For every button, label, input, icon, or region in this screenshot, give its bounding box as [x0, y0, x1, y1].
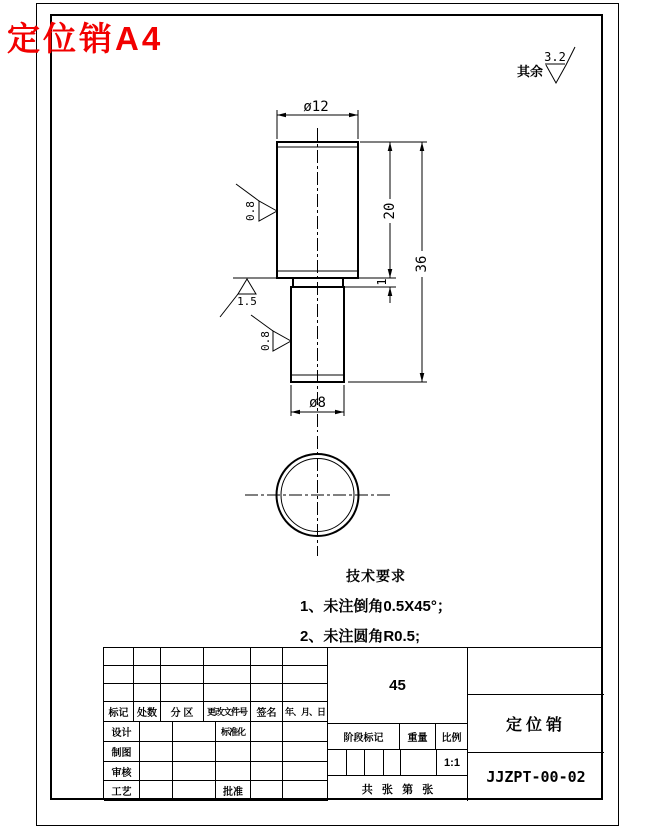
- ra-lower-value: 0.8: [259, 331, 272, 351]
- empty-cell: [328, 750, 347, 776]
- technical-requirements: [300, 566, 500, 646]
- empty-cell: [104, 648, 134, 666]
- company-cell: [468, 648, 604, 695]
- empty-cell: [134, 648, 161, 666]
- empty-cell: [365, 750, 384, 776]
- empty-cell: [161, 666, 204, 684]
- drawing-number: JJZPT-00-02: [486, 768, 586, 786]
- empty-cell: [283, 781, 328, 801]
- empty-cell: [173, 742, 216, 762]
- empty-cell: [251, 648, 283, 666]
- general-roughness-value: 3.2: [544, 50, 566, 64]
- empty-cell: [140, 722, 173, 742]
- header-change-doc: 更改文件号: [204, 702, 251, 722]
- empty-cell: [204, 684, 251, 702]
- empty-cell: [251, 742, 283, 762]
- stage-mark-label: 阶段标记: [328, 724, 400, 750]
- empty-cell: [173, 722, 216, 742]
- role-process: 工艺: [104, 781, 140, 801]
- stage-row: [328, 724, 468, 750]
- header-signature: 签名: [251, 702, 283, 722]
- role-design: 设计: [104, 722, 140, 742]
- scale-value: 1:1: [437, 750, 468, 776]
- empty-cell: [104, 666, 134, 684]
- revision-table: [104, 648, 328, 722]
- weight-value: [401, 750, 437, 776]
- empty-cell: [283, 666, 328, 684]
- empty-cell: [283, 648, 328, 666]
- dim-dia-top: ø12: [303, 99, 329, 115]
- stage-value-row: [328, 750, 468, 776]
- tech-req-item-1: 1、未注倒角0.5X45°；: [300, 598, 452, 615]
- empty-cell: [283, 684, 328, 702]
- empty-cell: [251, 781, 283, 801]
- ra-upper-value: 0.8: [244, 201, 257, 221]
- empty-cell: [283, 742, 328, 762]
- role-review: 审核: [104, 762, 140, 781]
- roughness-symbol-step: [238, 279, 256, 294]
- ra-step-value: 1.5: [237, 295, 257, 308]
- empty-cell: [251, 722, 283, 742]
- empty-cell: [173, 762, 216, 781]
- empty-cell: [134, 684, 161, 702]
- roughness-symbols: [220, 47, 575, 351]
- empty-cell: [140, 781, 173, 801]
- title-block: [103, 647, 603, 800]
- part-name: 定位销: [468, 695, 604, 753]
- empty-cell: [283, 722, 328, 742]
- empty-cell: [134, 666, 161, 684]
- empty-cell: [204, 648, 251, 666]
- empty-cell: [347, 750, 365, 776]
- title-block-middle: [328, 648, 468, 801]
- empty-cell: [161, 648, 204, 666]
- material-cell: 45: [328, 648, 468, 724]
- empty-cell: [216, 742, 251, 762]
- roughness-symbol-upper: [259, 201, 277, 221]
- empty-cell: [140, 742, 173, 762]
- role-standard: 标准化: [216, 722, 251, 742]
- dim-len-upper: 20: [382, 202, 398, 220]
- header-date: 年、月、日: [283, 702, 328, 722]
- empty-cell: [161, 684, 204, 702]
- empty-cell: [251, 684, 283, 702]
- empty-cell: [204, 666, 251, 684]
- title-block-right: [468, 648, 604, 801]
- role-draft: 制图: [104, 742, 140, 762]
- dimension-lines: [277, 110, 427, 416]
- page-title: 定位销A4: [7, 20, 164, 57]
- empty-cell: [173, 781, 216, 801]
- roughness-symbol-lower: [273, 331, 291, 351]
- dim-groove: 1: [375, 278, 389, 286]
- dim-len-total: 36: [414, 255, 430, 273]
- empty-cell: [104, 684, 134, 702]
- empty-cell: [216, 762, 251, 781]
- roles-table: [104, 722, 328, 801]
- empty-cell: [283, 762, 328, 781]
- header-mark: 标记: [104, 702, 134, 722]
- dimension-arrows: [277, 113, 424, 415]
- empty-cell: [384, 750, 401, 776]
- header-zone: 分 区: [161, 702, 204, 722]
- empty-cell: [140, 762, 173, 781]
- empty-cell: [251, 762, 283, 781]
- tech-req-item-2: 2、未注圆角R0.5;: [300, 628, 421, 645]
- tech-req-title: 技术要求: [346, 568, 406, 584]
- dim-dia-bottom: ø8: [309, 395, 326, 411]
- weight-label: 重量: [400, 724, 436, 750]
- header-count: 处数: [134, 702, 161, 722]
- sheet-count-cell: 共 张 第 张: [328, 776, 468, 801]
- role-approve: 批准: [216, 781, 251, 801]
- general-roughness-prefix: 其余: [517, 65, 544, 80]
- empty-cell: [251, 666, 283, 684]
- scale-label: 比例: [436, 724, 468, 750]
